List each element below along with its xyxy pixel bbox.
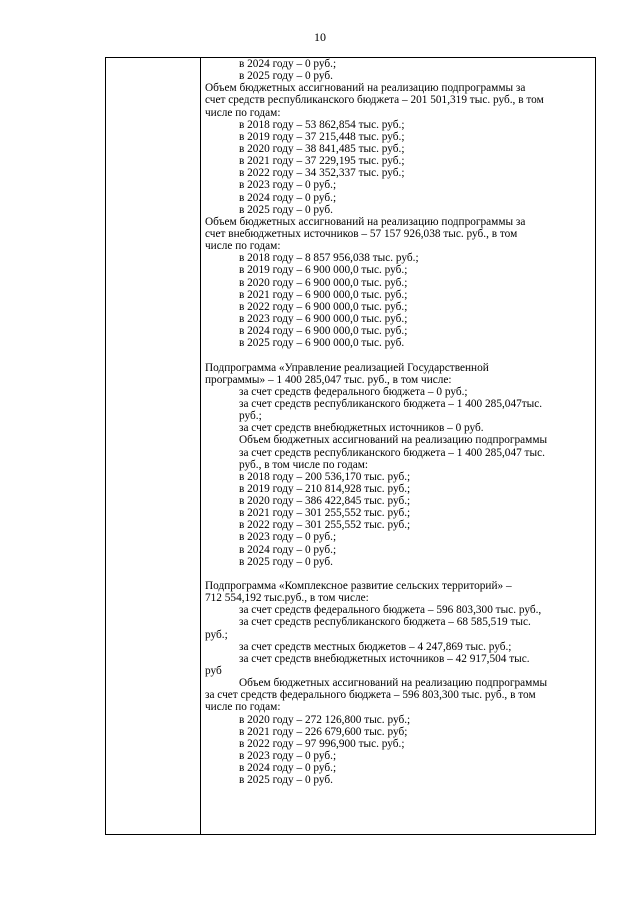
- text-line: за счет средств местных бюджетов – 4 247,869 тыс. руб.;: [239, 640, 512, 653]
- text-line: за счет средств федерального бюджета – 596 803,300 тыс. руб., в том: [205, 689, 536, 702]
- text-line: 712 554,192 тыс.руб., в том числе:: [205, 592, 369, 605]
- text-line: за счет средств федерального бюджета – 0 руб.;: [239, 385, 468, 398]
- text-line: в 2020 году – 38 841,485 тыс. руб.;: [239, 142, 405, 155]
- text-line: в 2018 году – 200 536,170 тыс. руб.;: [239, 470, 411, 483]
- text-line: за счет средств федерального бюджета – 596 803,300 тыс. руб.,: [239, 604, 542, 617]
- text-line: Объем бюджетных ассигнований на реализацию подпрограммы за: [205, 82, 526, 95]
- text-line: в 2022 году – 97 996,900 тыс. руб.;: [239, 737, 405, 750]
- text-line: Подпрограмма «Управление реализацией Государственной: [205, 361, 489, 374]
- text-line: в 2019 году – 6 900 000,0 тыс. руб.;: [239, 264, 408, 277]
- text-line: в 2025 году – 0 руб.: [239, 203, 333, 216]
- subprogram-section: [205, 580, 594, 786]
- subprogram-section: [205, 362, 594, 568]
- text-line: за счет средств республиканского бюджета – 1 400 285,047тыс.: [239, 397, 543, 410]
- text-line: программы» – 1 400 285,047 тыс. руб., в том числе:: [205, 373, 452, 386]
- text-line: в 2021 году – 301 255,552 тыс. руб.;: [239, 507, 411, 520]
- budget-table: [105, 57, 596, 835]
- text-line: в 2022 году – 34 352,337 тыс. руб.;: [239, 167, 405, 180]
- text-line: в 2025 году – 6 900 000,0 тыс. руб.: [239, 337, 405, 350]
- text-line: в 2018 году – 8 857 956,038 тыс. руб.;: [239, 252, 419, 265]
- text-line: в 2022 году – 301 255,552 тыс. руб.;: [239, 519, 411, 532]
- text-line: руб.;: [239, 410, 262, 423]
- text-line: Объем бюджетных ассигнований на реализацию подпрограммы: [239, 434, 548, 447]
- text-line: в 2020 году – 6 900 000,0 тыс. руб.;: [239, 276, 408, 289]
- text-line: в 2023 году – 0 руб.;: [239, 750, 337, 763]
- text-line: в 2020 году – 272 126,800 тыс. руб.;: [239, 713, 411, 726]
- text-line: за счет средств республиканского бюджета – 68 585,519 тыс.: [239, 616, 531, 629]
- section-gap: [205, 568, 594, 580]
- text-line: в 2024 году – 0 руб.;: [239, 58, 337, 70]
- column-divider: [200, 58, 201, 834]
- text-line: в 2024 году – 0 руб.;: [239, 543, 337, 556]
- text-line: счет средств республиканского бюджета – 201 501,319 тыс. руб., в том: [205, 94, 544, 107]
- text-line: числе по годам:: [205, 701, 281, 714]
- text-line: Объем бюджетных ассигнований на реализацию подпрограммы за: [205, 215, 526, 228]
- text-line: в 2023 году – 0 руб.;: [239, 531, 337, 544]
- section-gap: [205, 349, 594, 361]
- text-line: руб: [205, 665, 222, 678]
- text-line: в 2020 году – 386 422,845 тыс. руб.;: [239, 495, 411, 508]
- text-line: за счет средств республиканского бюджета – 1 400 285,047 тыс.: [239, 446, 545, 459]
- text-line: руб.;: [205, 628, 228, 641]
- text-line: в 2024 году – 0 руб.;: [239, 191, 337, 204]
- text-line: числе по годам:: [205, 106, 281, 119]
- text-line: числе по годам:: [205, 240, 281, 253]
- text-line: в 2025 году – 0 руб.: [239, 70, 333, 83]
- subprogram-section: [205, 58, 594, 349]
- text-line: в 2023 году – 6 900 000,0 тыс. руб.;: [239, 312, 408, 325]
- text-line: за счет средств внебюджетных источников – 0 руб.: [239, 422, 484, 435]
- text-line: счет внебюджетных источников – 57 157 926,038 тыс. руб., в том: [205, 227, 518, 240]
- text-line: руб., в том числе по годам:: [239, 458, 369, 471]
- text-line: в 2025 году – 0 руб.: [239, 774, 333, 787]
- text-line: в 2023 году – 0 руб.;: [239, 179, 337, 192]
- text-line: в 2022 году – 6 900 000,0 тыс. руб.;: [239, 300, 408, 313]
- text-line: в 2019 году – 210 814,928 тыс. руб.;: [239, 482, 411, 495]
- text-line: в 2025 году – 0 руб.: [239, 555, 333, 568]
- text-line: в 2021 году – 226 679,600 тыс. руб;: [239, 725, 408, 738]
- page-number: 10: [314, 30, 326, 44]
- text-line: в 2024 году – 0 руб.;: [239, 762, 337, 775]
- text-line: в 2021 году – 6 900 000,0 тыс. руб.;: [239, 288, 408, 301]
- budget-text-cell: [205, 58, 594, 786]
- text-line: в 2024 году – 6 900 000,0 тыс. руб.;: [239, 325, 408, 338]
- text-line: Подпрограмма «Комплексное развитие сельских территорий» –: [205, 580, 512, 593]
- text-line: в 2018 году – 53 862,854 тыс. руб.;: [239, 118, 405, 131]
- text-line: в 2019 году – 37 215,448 тыс. руб.;: [239, 130, 405, 143]
- text-line: Объем бюджетных ассигнований на реализацию подпрограммы: [239, 677, 548, 690]
- text-line: в 2021 году – 37 229,195 тыс. руб.;: [239, 155, 405, 168]
- text-line: за счет средств внебюджетных источников – 42 917,504 тыс.: [239, 652, 530, 665]
